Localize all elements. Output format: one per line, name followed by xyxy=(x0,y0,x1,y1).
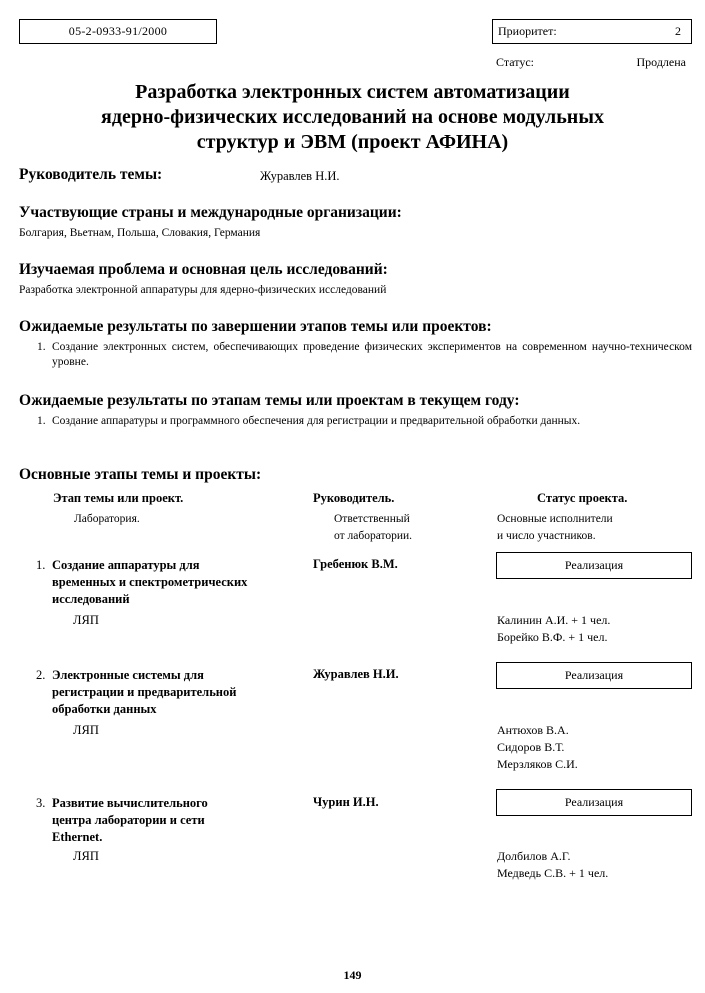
document-title xyxy=(20,80,685,155)
problem-heading: Изучаемая проблема и основная цель исследований: xyxy=(19,261,388,278)
col2-sub2: от лаборатории. xyxy=(334,530,413,542)
leader-name: Журавлев Н.И. xyxy=(260,169,340,183)
title-line: Разработка электронных систем автоматизации xyxy=(135,81,570,103)
project-lab: ЛЯП xyxy=(73,723,99,737)
status-label: Статус: xyxy=(496,55,534,69)
status-value: Продлена xyxy=(636,55,686,69)
priority-label: Приоритет: xyxy=(498,24,557,38)
project-title: 2. Электронные системы для регистрации и предварительной обработки данных xyxy=(36,668,237,716)
col1-title: Этап темы или проект. xyxy=(53,491,184,505)
project-code: 05-2-0933-91/2000 xyxy=(19,19,217,44)
project-status: Реализация xyxy=(496,552,692,579)
col2-sub1: Ответственный xyxy=(334,513,410,525)
project-leader: Журавлев Н.И. xyxy=(313,667,399,681)
priority-value: 2 xyxy=(675,24,681,38)
status-row xyxy=(496,55,686,70)
project-lab: ЛЯП xyxy=(73,613,99,627)
col3-title: Статус проекта. xyxy=(537,491,628,505)
project-leader: Гребенюк В.М. xyxy=(313,557,398,571)
project-status: Реализация xyxy=(496,662,692,689)
project-lab: ЛЯП xyxy=(73,849,99,863)
list-item: 1. Создание электронных систем, обеспечивающих проведение физических экспериментов на современном научно-техническом уровне. xyxy=(37,341,692,368)
list-item: 1. Создание аппаратуры и программного обеспечения для регистрации и предварительной обработки данных. xyxy=(37,415,581,427)
page-number: 149 xyxy=(343,968,362,982)
expected-year-list xyxy=(37,414,692,429)
countries-text: Болгария, Вьетнам, Польша, Словакия, Германия xyxy=(19,227,261,239)
project-members: Калинин А.И. + 1 чел. Борейко В.Ф. + 1 чел. xyxy=(497,613,611,644)
title-line: структур и ЭВМ (проект АФИНА) xyxy=(196,131,509,153)
countries-heading: Участвующие страны и международные организации: xyxy=(19,204,402,221)
title-line: ядерно-физических исследований на основе модульных xyxy=(101,106,604,128)
project-title: 3. Развитие вычислительного центра лаборатории и сети Ethernet. xyxy=(36,796,208,844)
leader-label: Руководитель темы: xyxy=(19,166,163,183)
expected-year-heading: Ожидаемые результаты по этапам темы или проектам в текущем году: xyxy=(19,392,520,409)
expected-final-heading: Ожидаемые результаты по завершении этапов темы или проектов: xyxy=(19,318,492,335)
stages-heading: Основные этапы темы и проекты: xyxy=(19,466,262,483)
col1-sub: Лаборатория. xyxy=(74,513,140,525)
project-members: Антюхов В.А. Сидоров В.Т. Мерзляков С.И. xyxy=(497,723,578,771)
project-leader: Чурин И.Н. xyxy=(313,795,379,809)
project-title: 1. Создание аппаратуры для временных и спектрометрических исследований xyxy=(36,558,248,606)
col3-sub2: и число участников. xyxy=(497,530,596,542)
col2-title: Руководитель. xyxy=(313,491,395,505)
expected-final-list xyxy=(37,340,692,370)
problem-text: Разработка электронной аппаратуры для ядерно-физических исследований xyxy=(19,284,387,296)
project-members: Долбилов А.Г. Медведь С.В. + 1 чел. xyxy=(497,849,609,880)
priority-box xyxy=(492,19,692,44)
project-status: Реализация xyxy=(496,789,692,816)
col3-sub1: Основные исполнители xyxy=(497,513,613,525)
